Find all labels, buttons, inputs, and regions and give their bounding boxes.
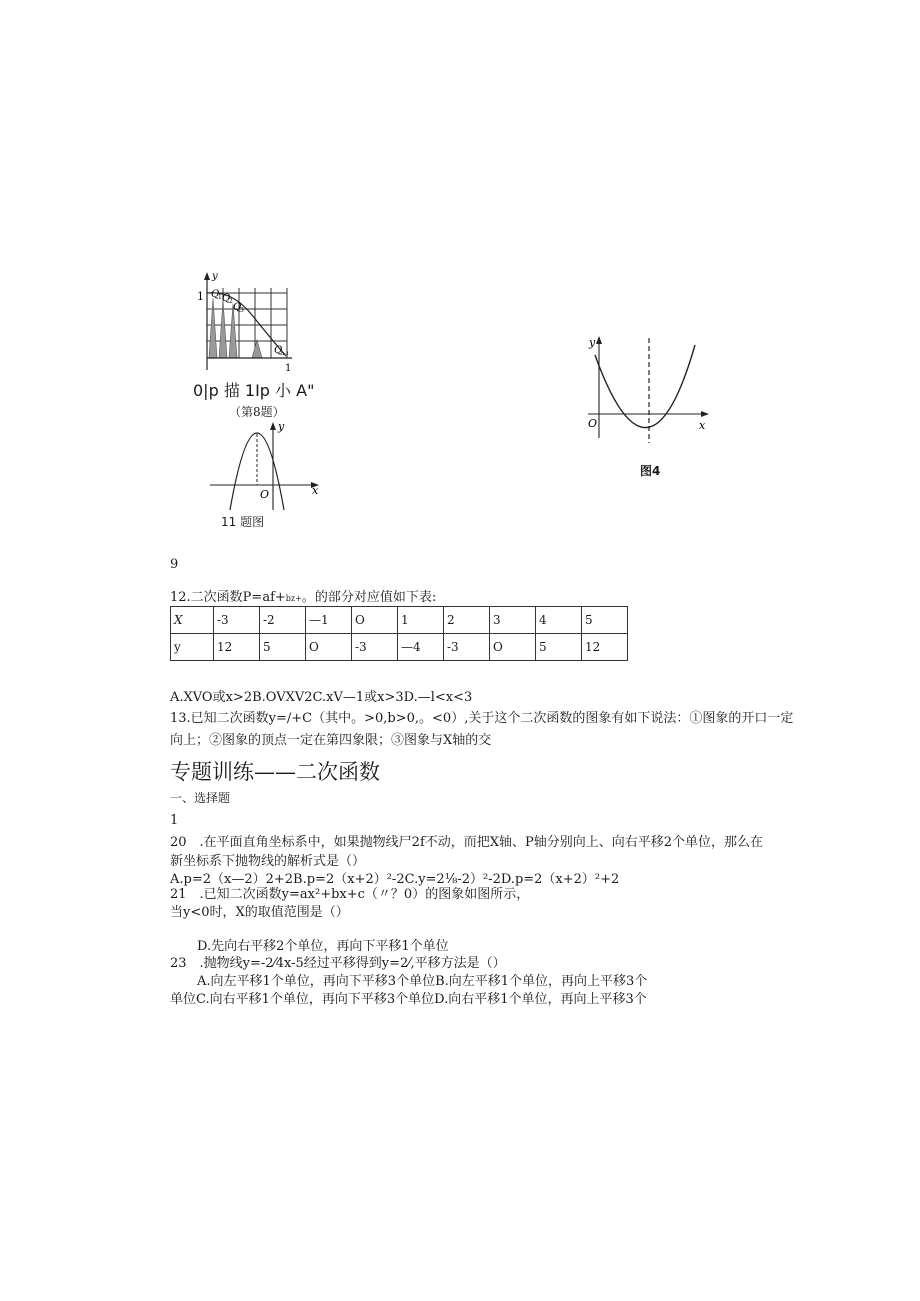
table-cell: O <box>306 634 352 661</box>
table-cell: 5 <box>260 634 306 661</box>
fig11-caption: 11 题图 <box>221 515 265 529</box>
fig4-origin-label: O <box>588 417 598 430</box>
value-table <box>170 606 628 661</box>
table-cell: -2 <box>260 607 306 634</box>
fig4-caption: 图4 <box>640 464 661 478</box>
table-cell: 2 <box>444 607 490 634</box>
option-d-shift: D.先向右平移2个单位，再向下平移1个单位 <box>197 939 449 954</box>
question-9-number: 9 <box>170 557 179 572</box>
question-21-line-2: 当y<0时，X的取值范围是（） <box>170 905 349 920</box>
table-cell: -3 <box>352 634 398 661</box>
table-cell: -3 <box>444 634 490 661</box>
fig11-origin-label: O <box>260 488 270 501</box>
fig8-q-label-1: Q <box>211 289 220 300</box>
fig8-q-sub-1: 1 <box>218 294 222 301</box>
question-12-options: A.XVO或x>2B.OVXV2C.xV—1或x>3D.—l<x<3 <box>170 690 473 705</box>
fig8-caption: （第8题） <box>229 405 285 419</box>
table-cell: 12 <box>582 634 628 661</box>
table-cell: 5 <box>582 607 628 634</box>
table-cell: O <box>490 634 536 661</box>
table-row-x <box>171 607 628 634</box>
question-20-line-2: 新坐标系下抛物线的解析式是（） <box>170 854 366 869</box>
question-21-line-1: 21 .已知二次函数y=ax²+bx+c（〃？0）的图象如图所示， <box>170 887 530 902</box>
figure-8-graph <box>192 270 297 380</box>
question-20-options: A.p=2（x—2）2+2B.p=2（x+2）²-2C.y=2⅛-2）²-2D.p=2（x+2）²+2 <box>170 872 620 887</box>
fig8-q-label-3: Q <box>233 302 242 313</box>
fig8-q-label-n: Q <box>274 345 283 356</box>
fig8-one-label: 1 <box>197 290 204 303</box>
q12-stem-tail: 。的部分对应值如下表: <box>301 590 437 605</box>
fig8-q-sub-n: n-1 <box>281 351 290 357</box>
figure-4-graph <box>585 330 715 448</box>
fig4-y-label: y <box>589 336 596 349</box>
q12-stem-sub: bz+ <box>285 594 302 603</box>
fig8-y-label: y <box>212 271 218 282</box>
figure-11-graph <box>205 418 325 514</box>
table-cell: 4 <box>536 607 582 634</box>
table-cell: O <box>352 607 398 634</box>
table-cell: —4 <box>398 634 444 661</box>
fig11-x-label: x <box>312 484 319 497</box>
q12-stem-main: 12.二次函数P=af+ <box>170 590 286 605</box>
table-cell: 1 <box>398 607 444 634</box>
question-20-line-1: 20 .在平面直角坐标系中，如果抛物线尸2f不动，而把X轴、P轴分别向上、向右平移2个单位，那么在 <box>170 835 764 850</box>
page-title: 专题训练——二次函数 <box>170 760 380 784</box>
table-cell: 5 <box>536 634 582 661</box>
table-cell: —1 <box>306 607 352 634</box>
question-23-line-2: A.向左平移1个单位，再向下平移3个单位B.向左平移1个单位，再向上平移3个 <box>197 974 648 989</box>
fig8-right-one: 1 <box>285 363 292 374</box>
fig8-caption-garbled: 0|p 描 1Ip 小 A" <box>193 381 315 400</box>
question-13-line-2: 向上；②图象的顶点一定在第四象限；③图象与X轴的交 <box>170 733 492 748</box>
question-23-line-3: 单位C.向右平移1个单位，再向下平移3个单位D.向右平移1个单位，再向上平移3个 <box>170 992 647 1007</box>
table-cell: 12 <box>214 634 260 661</box>
table-row-y <box>171 634 628 661</box>
fig8-q-sub-2: 2 <box>229 298 233 305</box>
section-heading: 一、选择题 <box>170 791 231 805</box>
table-cell: X <box>171 607 214 634</box>
fig4-x-label: x <box>699 419 706 432</box>
fig8-q-sub-3: 3 <box>240 307 244 314</box>
question-23-line-1: 23 .抛物线y=-2⁄4x-5经过平移得到y=2⁄,平移方法是（） <box>170 956 506 971</box>
table-cell: 3 <box>490 607 536 634</box>
item-number-1: 1 <box>170 813 179 828</box>
question-13-line-1: 13.已知二次函数y=/+C（其中。>0,b>0,。<0）,关于这个二次函数的图象有如下说法：①图象的开口一定 <box>170 711 794 726</box>
fig11-y-label: y <box>278 420 285 433</box>
table-cell: -3 <box>214 607 260 634</box>
fig8-q-label-2: Q <box>222 293 231 304</box>
table-cell: y <box>171 634 214 661</box>
